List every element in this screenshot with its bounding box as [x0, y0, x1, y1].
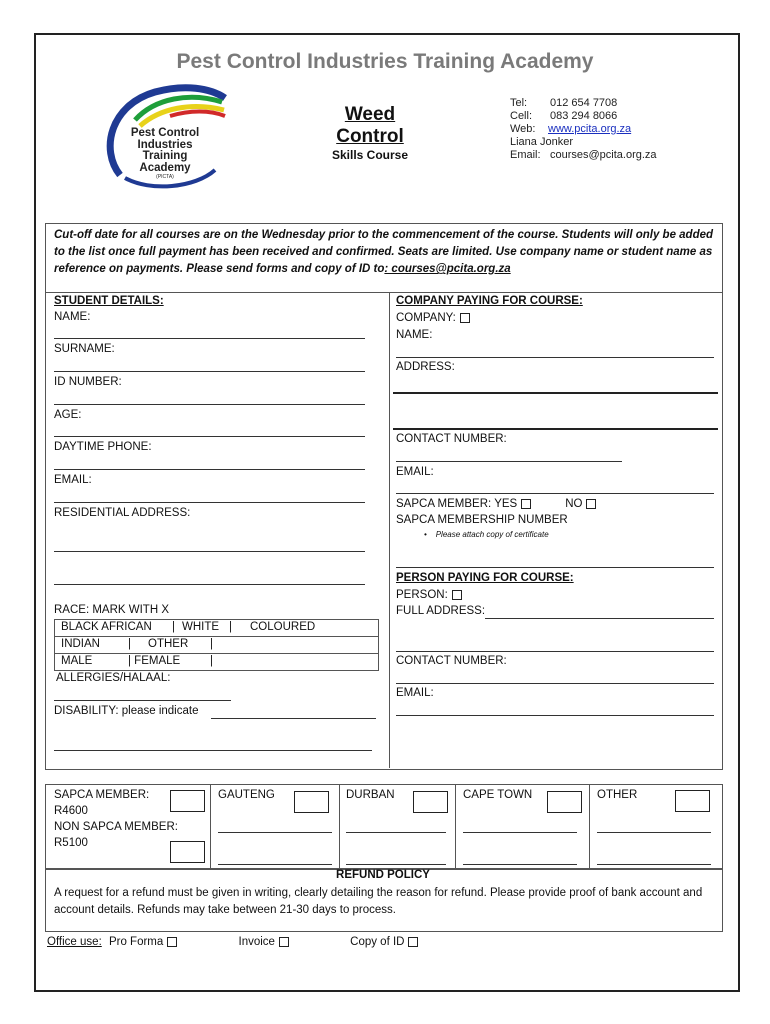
office-use-label: Office use: [47, 936, 102, 948]
race-sep-2: | [229, 621, 232, 633]
venue-cape-town-label: CAPE TOWN [463, 789, 533, 801]
membership-number-label: SAPCA MEMBERSHIP NUMBER [396, 514, 568, 526]
venue-durban-checkbox[interactable] [413, 791, 448, 813]
email-label: Email: [510, 149, 541, 161]
fees-divider-4 [589, 784, 590, 868]
venue-other-line-1 [597, 832, 711, 833]
company-name-label: NAME: [396, 329, 433, 341]
student-email-label: EMAIL: [54, 474, 92, 486]
non-sapca-fee-price: R5100 [54, 837, 88, 849]
race-sep-4: | [210, 638, 213, 650]
person-contact-number-field[interactable] [396, 683, 714, 684]
age-field[interactable] [54, 436, 365, 437]
venue-gauteng-checkbox[interactable] [294, 791, 329, 813]
non-sapca-fee-label: NON SAPCA MEMBER: [54, 821, 178, 833]
cell-value: 083 294 8066 [550, 110, 618, 122]
contact-name: Liana Jonker [510, 136, 573, 148]
email-value: courses@pcita.org.za [550, 149, 657, 161]
race-sep-1: | [172, 621, 175, 633]
office-use-row [47, 936, 418, 948]
residential-address-field-1[interactable] [54, 551, 365, 552]
org-title: Pest Control Industries Training Academy [176, 50, 594, 73]
disability-field-2[interactable] [54, 750, 372, 751]
web-link[interactable]: www.pcita.org.za [548, 123, 632, 135]
logo-line-2: Industries [137, 138, 193, 151]
race-option-black-african[interactable]: BLACK AFRICAN [61, 621, 152, 633]
venue-durban-line-1 [346, 832, 446, 833]
race-table [54, 619, 379, 671]
daytime-phone-label: DAYTIME PHONE: [54, 441, 152, 453]
venue-other-line-2 [597, 864, 711, 865]
sapca-yes-checkbox[interactable] [521, 499, 531, 509]
notice-box [45, 223, 723, 293]
pro-forma-label: Pro Forma [108, 936, 164, 948]
race-label: RACE: MARK WITH X [54, 604, 170, 616]
venue-gauteng-label: GAUTENG [218, 789, 275, 801]
membership-number-field[interactable] [396, 567, 714, 568]
person-email-label: EMAIL: [396, 687, 434, 699]
attach-note-row [424, 530, 549, 539]
sapca-yes-label: SAPCA MEMBER: YES [396, 498, 518, 510]
student-name-label: NAME: [54, 311, 91, 323]
surname-field[interactable] [54, 371, 365, 372]
sapca-fee-price: R4600 [54, 805, 88, 817]
logo-line-4: Academy [139, 161, 191, 174]
race-sep-3: | [128, 638, 131, 650]
company-address-line-1[interactable] [393, 392, 718, 394]
venue-cape-town-line-2 [463, 864, 577, 865]
details-box [45, 292, 723, 770]
company-heading: COMPANY PAYING FOR COURSE: [396, 295, 583, 307]
contact-info [510, 97, 710, 162]
logo-line-3: Training [142, 150, 188, 162]
company-address-line-2[interactable] [393, 428, 718, 430]
tel-value: 012 654 7708 [550, 97, 618, 109]
company-name-field[interactable] [396, 357, 714, 358]
venue-other-label: OTHER [597, 789, 638, 801]
refund-text: A request for a refund must be given in writing, clearly detailing the reason for refund. Please provide proof of bank account and account details. Refunds may take between 21-30 days to process. [54, 887, 703, 916]
company-label: COMPANY: [396, 312, 456, 324]
sapca-fee-checkbox[interactable] [170, 790, 205, 812]
surname-label: SURNAME: [54, 343, 115, 355]
race-sep-5: | [210, 655, 213, 667]
pro-forma-checkbox[interactable] [167, 937, 177, 947]
gender-option-male[interactable]: MALE [61, 655, 93, 667]
logo-line-1: Pest Control [130, 127, 200, 139]
course-line-1: Weed [344, 104, 396, 125]
venue-other-checkbox[interactable] [675, 790, 710, 812]
person-email-field[interactable] [396, 715, 714, 716]
sapca-no-label: NO [565, 498, 583, 510]
academy-logo [100, 80, 230, 190]
disability-label: DISABILITY: please indicate [54, 705, 199, 717]
bullet-icon: • [424, 530, 436, 539]
column-divider [389, 292, 390, 768]
disability-field-1[interactable] [211, 718, 376, 719]
company-email-label: EMAIL: [396, 466, 434, 478]
company-contact-number-field[interactable] [396, 461, 622, 462]
attach-note: Please attach copy of certificate [435, 530, 549, 539]
venue-cape-town-line-1 [463, 832, 577, 833]
venue-gauteng-line-2 [218, 864, 332, 865]
daytime-phone-field[interactable] [54, 469, 365, 470]
student-heading: STUDENT DETAILS: [54, 295, 164, 307]
fees-divider-1 [210, 784, 211, 868]
notice-email: : courses@pcita.org.za [384, 263, 511, 275]
residential-address-label: RESIDENTIAL ADDRESS: [54, 507, 191, 519]
company-contact-number-label: CONTACT NUMBER: [396, 433, 507, 445]
notice-text-block [54, 227, 714, 278]
copy-id-label: Copy of ID [350, 936, 405, 948]
tel-label: Tel: [510, 97, 528, 109]
notice-text: Cut-off date for all courses are on the Wednesday prior to the commencement of the course. Students will only be added to the list once full payment has been received and confirmed. Seats are limited. Use company name or student name as reference on payments. Please send forms and copy of ID to [54, 229, 714, 275]
course-title [300, 104, 440, 163]
cell-label: Cell: [510, 110, 533, 122]
race-option-coloured[interactable]: COLOURED [250, 621, 316, 633]
full-address-label: FULL ADDRESS: [396, 605, 486, 617]
id-number-field[interactable] [54, 404, 365, 405]
non-sapca-fee-checkbox[interactable] [170, 841, 205, 863]
person-contact-number-label: CONTACT NUMBER: [396, 655, 507, 667]
course-line-2: Control [336, 126, 404, 147]
allergies-label: ALLERGIES/HALAAL: [56, 672, 171, 684]
residential-address-field-2[interactable] [54, 584, 365, 585]
race-option-other[interactable]: OTHER [148, 638, 189, 650]
race-row-divider-2 [55, 653, 378, 654]
age-label: AGE: [54, 409, 82, 421]
fees-divider-3 [455, 784, 456, 868]
course-line-3: Skills Course [331, 148, 409, 162]
venue-gauteng-line-1 [218, 832, 332, 833]
allergies-field[interactable] [54, 700, 231, 701]
company-address-label: ADDRESS: [396, 361, 455, 373]
person-label: PERSON: [396, 589, 448, 601]
venue-durban-label: DURBAN [346, 789, 395, 801]
id-number-label: ID NUMBER: [54, 376, 122, 388]
person-heading: PERSON PAYING FOR COURSE: [396, 572, 574, 584]
web-label: Web: [510, 123, 536, 135]
company-checkbox-row [396, 312, 470, 324]
student-name-field[interactable] [54, 338, 365, 339]
person-checkbox[interactable] [452, 590, 462, 600]
person-checkbox-row [396, 589, 462, 601]
logo-small: (PICTA) [156, 174, 174, 180]
refund-title: REFUND POLICY [336, 869, 430, 881]
invoice-checkbox[interactable] [279, 937, 289, 947]
venue-cape-town-checkbox[interactable] [547, 791, 582, 813]
full-address-field-2[interactable] [396, 651, 714, 652]
race-option-white[interactable]: WHITE [182, 621, 220, 633]
company-email-field[interactable] [396, 493, 714, 494]
company-checkbox[interactable] [460, 313, 470, 323]
fees-divider-2 [339, 784, 340, 868]
gender-option-female[interactable]: | FEMALE [128, 655, 181, 667]
sapca-fee-label: SAPCA MEMBER: [54, 789, 150, 801]
invoice-label: Invoice [238, 936, 275, 948]
race-option-indian[interactable]: INDIAN [61, 638, 100, 650]
copy-id-checkbox[interactable] [408, 937, 418, 947]
sapca-no-checkbox[interactable] [586, 499, 596, 509]
full-address-field-1[interactable] [485, 618, 714, 619]
venue-durban-line-2 [346, 864, 446, 865]
student-email-field[interactable] [54, 502, 365, 503]
race-row-divider-1 [55, 636, 378, 637]
sapca-member-row [396, 498, 596, 510]
